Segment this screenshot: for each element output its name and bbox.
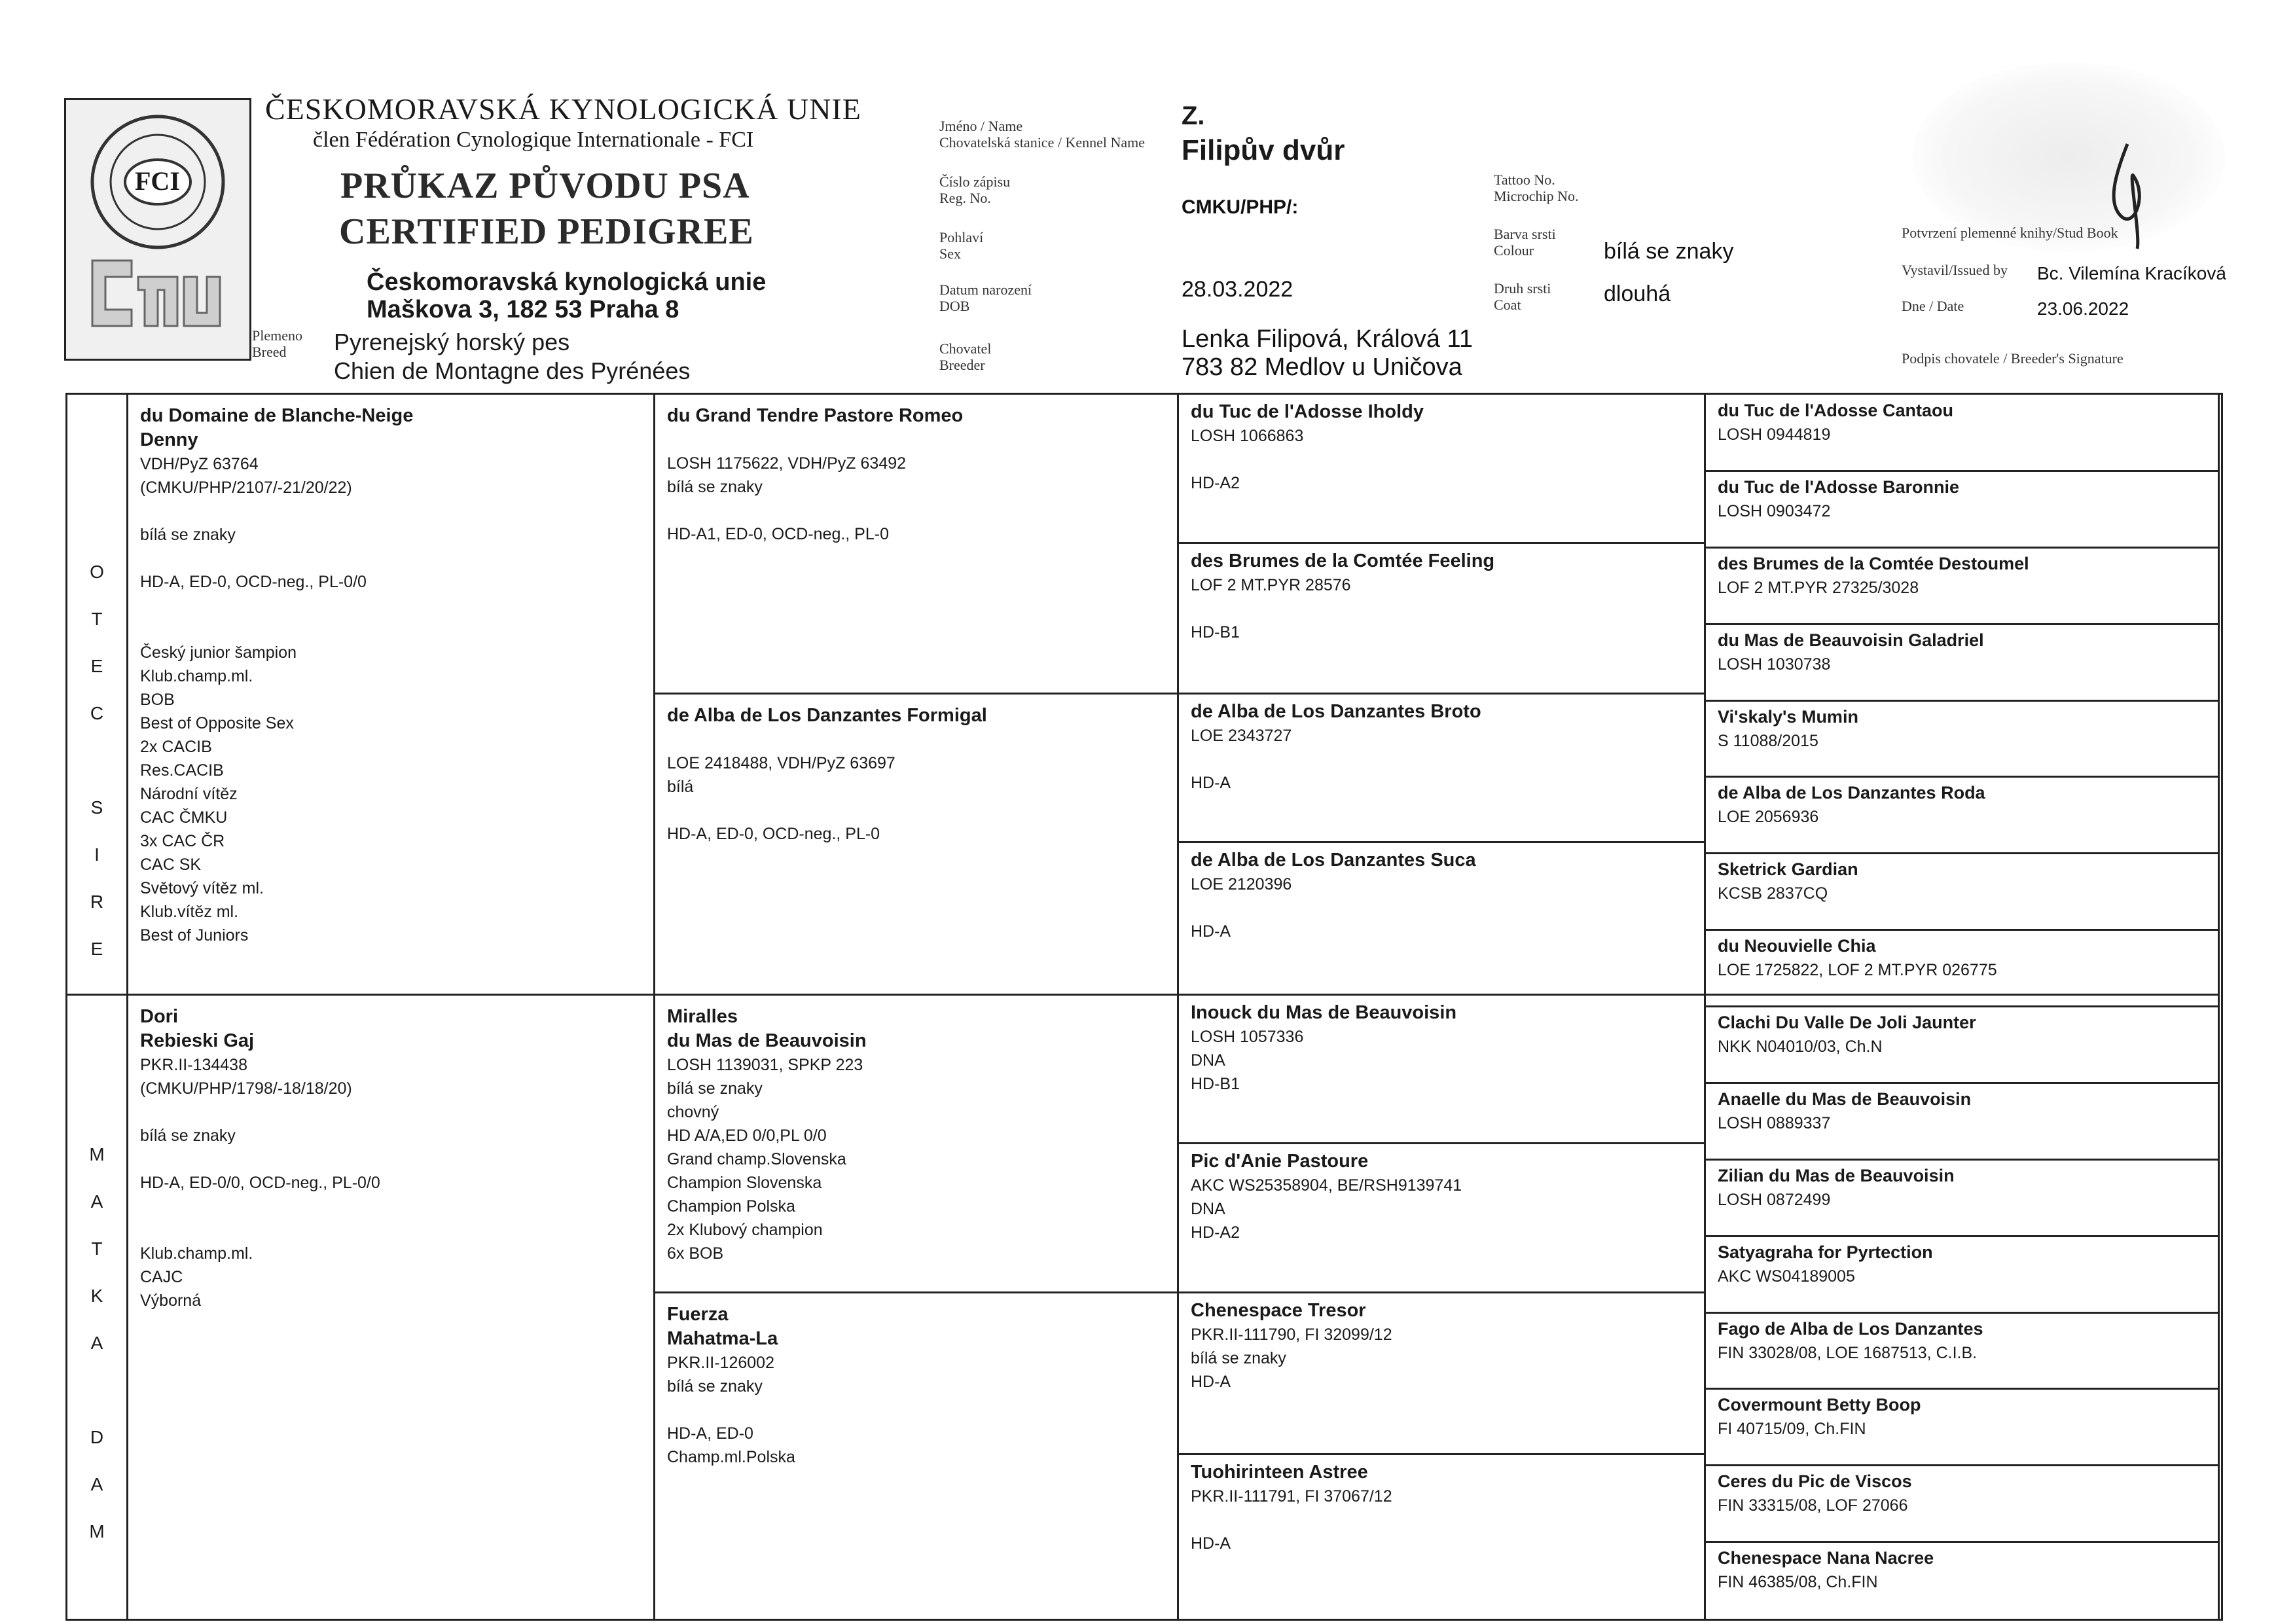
great-grandparent-cell	[1179, 1455, 1704, 1619]
grandparent-name: du Grand Tendre Pastore Romeo	[667, 405, 964, 426]
great-grandparent-cell	[1179, 544, 1704, 695]
breeder-label: Chovatel Breeder	[939, 340, 992, 373]
great-grandparent-name: de Alba de Los Danzantes Suca	[1191, 850, 1476, 871]
great-grandparent-cell	[1179, 695, 1704, 843]
ancestor-cell	[1706, 701, 2218, 778]
side-letter: A	[90, 1474, 103, 1494]
great-grandparent-detail: PKR.II-111790, FI 32099/12	[1191, 1326, 1392, 1344]
stud-book-confirm-label: Potvrzení plemenné knihy/Stud Book	[1902, 225, 2118, 241]
ancestor-reg: FIN 33315/08, LOF 27066	[1718, 1496, 1908, 1515]
sex-label: Pohlaví Sex	[939, 229, 984, 262]
dam-side-label	[77, 1131, 117, 1555]
side-letter	[77, 1367, 117, 1414]
ancestor-name: du Mas de Beauvoisin Galadriel	[1718, 630, 1984, 650]
ancestor-cell	[1706, 548, 2218, 624]
sire-detail	[140, 499, 642, 523]
great-grandparent-detail: AKC WS25358904, BE/RSH9139741	[1191, 1176, 1462, 1195]
grandparent-detail	[667, 799, 1165, 822]
sire-detail: bílá se znaky	[140, 526, 236, 544]
logo-fci-text: FCI	[135, 166, 180, 196]
sire-side-label	[77, 549, 117, 973]
sire-detail	[140, 617, 642, 641]
ancestor-reg: S 11088/2015	[1718, 732, 1818, 750]
ancestor-name: Chenespace Nana Nacree	[1718, 1548, 1934, 1568]
grandparent-detail	[667, 1398, 1165, 1422]
dam-cell	[128, 996, 653, 1617]
organization-name: ČESKOMORAVSKÁ KYNOLOGICKÁ UNIE	[265, 92, 861, 126]
grandparent-detail: HD-A, ED-0	[667, 1424, 753, 1443]
great-grandparent-cell	[1179, 395, 1704, 544]
side-letter: E	[90, 656, 103, 676]
great-grandparent-detail: LOSH 1066863	[1191, 427, 1304, 445]
ancestor-name: Clachi Du Valle De Joli Jaunter	[1718, 1013, 1976, 1032]
grandparent-detail	[667, 499, 1165, 522]
ancestor-name: du Neouvielle Chia	[1718, 936, 1876, 956]
dam-detail: CAJC	[140, 1268, 183, 1286]
sire-detail: Světový vítěz ml.	[140, 879, 264, 897]
grandparent-detail	[667, 428, 1165, 452]
great-grandparent-cell	[1179, 1144, 1704, 1293]
ancestor-name: Sketrick Gardian	[1718, 859, 1858, 879]
ancestor-cell	[1706, 854, 2218, 930]
sire-name: du Domaine de Blanche-Neige	[140, 405, 414, 426]
great-grandparent-name: des Brumes de la Comtée Feeling	[1191, 550, 1495, 571]
breed-name-fr: Chien de Montagne des Pyrénées	[334, 357, 691, 384]
great-grandparent-detail	[1191, 448, 1692, 471]
great-grandparent-detail: PKR.II-111791, FI 37067/12	[1191, 1487, 1392, 1506]
sire-detail: 3x CAC ČR	[140, 832, 225, 850]
great-grandparent-cell	[1179, 996, 1704, 1144]
issue-date: 23.06.2022	[2037, 298, 2129, 319]
ancestor-reg: LOE 1725822, LOF 2 MT.PYR 026775	[1718, 961, 1997, 979]
side-letter: E	[90, 939, 103, 959]
dam-name: Rebieski Gaj	[140, 1030, 255, 1051]
grandparent-name: Miralles	[667, 1006, 738, 1027]
sire-detail: HD-A, ED-0, OCD-neg., PL-0/0	[140, 573, 367, 591]
stud-book-stamp	[1911, 62, 2226, 252]
grandparent-detail: HD-A, ED-0, OCD-neg., PL-0	[667, 825, 880, 843]
issuer-name: Českomoravská kynologická unie	[367, 268, 767, 296]
side-letter: C	[90, 703, 104, 723]
great-grandparent-detail: DNA	[1191, 1051, 1225, 1070]
ancestor-cell	[1706, 777, 2218, 854]
ancestor-reg: LOSH 0903472	[1718, 502, 1831, 520]
great-grandparent-detail: HD-A	[1191, 1373, 1231, 1391]
fci-cmku-logo	[64, 98, 251, 361]
great-grandparent-detail: HD-B1	[1191, 623, 1240, 641]
ancestor-cell	[1706, 1389, 2218, 1466]
great-grandparent-name: de Alba de Los Danzantes Broto	[1191, 701, 1481, 722]
grandparent-detail: 2x Klubový champion	[667, 1221, 823, 1239]
sire-name: Denny	[140, 429, 198, 450]
issued-by-label: Vystavil/Issued by	[1902, 262, 2008, 278]
grandparent-cell	[655, 1293, 1177, 1619]
ancestor-name: Zilian du Mas de Beauvoisin	[1718, 1166, 1955, 1185]
side-letter: R	[90, 892, 104, 912]
grandparent-detail: HD A/A,ED 0/0,PL 0/0	[667, 1127, 827, 1145]
side-letter: K	[90, 1286, 103, 1306]
logo-graphic	[66, 100, 249, 359]
dam-detail	[140, 1147, 642, 1171]
sire-detail: Národní vítěz	[140, 785, 238, 803]
dam-detail: Klub.champ.ml.	[140, 1244, 253, 1263]
ancestor-name: Anaelle du Mas de Beauvoisin	[1718, 1089, 1972, 1109]
grandparent-detail: LOSH 1139031, SPKP 223	[667, 1056, 863, 1074]
grandparent-cell	[655, 695, 1177, 994]
sire-detail: CAC SK	[140, 856, 202, 874]
dam-detail: bílá se znaky	[140, 1127, 236, 1145]
grandparent-detail: bílá se znaky	[667, 1377, 763, 1396]
sire-detail: Best of Juniors	[140, 926, 249, 945]
dog-name: Z.	[1182, 101, 1205, 130]
reg-label: Číslo zápisu Reg. No.	[939, 173, 1011, 206]
grandparent-detail: 6x BOB	[667, 1244, 724, 1263]
great-grandparent-name: Chenespace Tresor	[1191, 1300, 1366, 1321]
great-grandparent-detail	[1191, 748, 1692, 771]
ancestor-cell	[1706, 1313, 2218, 1390]
grandparent-detail: HD-A1, ED-0, OCD-neg., PL-0	[667, 525, 889, 543]
grandparent-detail: Champion Slovenska	[667, 1174, 822, 1192]
breeder-line1: Lenka Filipová, Králová 11	[1182, 325, 1473, 353]
great-grandparent-detail: HD-A	[1191, 774, 1231, 792]
ancestor-cell	[1706, 471, 2218, 548]
great-grandparent-detail: LOSH 1057336	[1191, 1028, 1304, 1046]
ancestor-name: du Tuc de l'Adosse Cantaou	[1718, 401, 1953, 420]
grandparent-detail: bílá	[667, 778, 694, 796]
ancestor-name: du Tuc de l'Adosse Baronnie	[1718, 477, 1959, 497]
sire-detail	[140, 547, 642, 570]
great-grandparent-detail: HD-A2	[1191, 1223, 1240, 1242]
coat-label: Druh srsti Coat	[1494, 280, 1551, 313]
reg-number: CMKU/PHP/:	[1182, 196, 1299, 218]
ancestor-name: Fago de Alba de Los Danzantes	[1718, 1319, 1983, 1339]
breed-name-cz: Pyrenejský horský pes	[334, 329, 570, 355]
grandparent-detail: chovný	[667, 1103, 719, 1121]
certificate-title-cz: PRŮKAZ PŮVODU PSA	[340, 166, 750, 206]
certificate-title-en: CERTIFIED PEDIGREE	[339, 211, 754, 252]
dob-label: Datum narození DOB	[939, 281, 1032, 314]
dam-detail: (CMKU/PHP/1798/-18/18/20)	[140, 1079, 352, 1098]
grandparent-detail: LOSH 1175622, VDH/PyZ 63492	[667, 454, 907, 473]
sire-detail: CAC ČMKU	[140, 808, 228, 827]
great-grandparent-detail	[1191, 1508, 1692, 1532]
grandparent-detail: PKR.II-126002	[667, 1354, 774, 1372]
ancestor-cell	[1706, 1007, 2218, 1083]
grandparent-detail	[667, 728, 1165, 751]
dam-detail: PKR.II-134438	[140, 1056, 247, 1074]
dam-detail: HD-A, ED-0/0, OCD-neg., PL-0/0	[140, 1174, 380, 1192]
sire-detail: Klub.champ.ml.	[140, 667, 253, 685]
ancestor-cell	[1706, 1542, 2218, 1619]
great-grandparent-detail: HD-A	[1191, 922, 1231, 941]
grandparent-detail: Champion Polska	[667, 1197, 795, 1216]
side-letter	[77, 737, 117, 784]
great-grandparent-detail	[1191, 896, 1692, 920]
great-grandparent-detail: bílá se znaky	[1191, 1349, 1286, 1367]
dam-detail	[140, 1100, 642, 1124]
side-letter: T	[91, 609, 103, 629]
great-grandparent-detail: LOF 2 MT.PYR 28576	[1191, 576, 1351, 594]
side-letter: M	[89, 1144, 105, 1164]
dam-detail	[140, 1218, 642, 1242]
grandparent-detail: Champ.ml.Polska	[667, 1448, 795, 1466]
side-letter: A	[90, 1333, 103, 1353]
side-letter: A	[90, 1191, 103, 1212]
dob-value: 28.03.2022	[1182, 277, 1293, 302]
great-grandparent-detail	[1191, 597, 1692, 621]
sire-detail: BOB	[140, 691, 175, 709]
kennel-name: Filipův dvůr	[1182, 134, 1345, 166]
sire-detail: (CMKU/PHP/2107/-21/20/22)	[140, 478, 352, 497]
great-grandparent-cell	[1179, 1293, 1704, 1455]
great-grandparent-detail: HD-B1	[1191, 1075, 1240, 1093]
sire-detail	[140, 594, 642, 617]
ancestor-reg: LOSH 0889337	[1718, 1114, 1831, 1132]
date-label: Dne / Date	[1902, 298, 1964, 314]
great-grandparent-detail: LOE 2120396	[1191, 875, 1292, 893]
side-letter: M	[89, 1521, 105, 1542]
ancestor-name: Satyagraha for Pyrtection	[1718, 1242, 1933, 1262]
ancestor-reg: NKK N04010/03, Ch.N	[1718, 1038, 1883, 1056]
grandparent-name: Mahatma-La	[667, 1328, 778, 1349]
dam-name: Dori	[140, 1006, 178, 1027]
ancestor-reg: FI 40715/09, Ch.FIN	[1718, 1420, 1866, 1438]
great-grandparent-detail: LOE 2343727	[1191, 727, 1292, 745]
ancestor-cell	[1706, 1466, 2218, 1542]
issued-by-value: Bc. Vilemína Kracíková	[2037, 263, 2226, 283]
ancestor-name: Ceres du Pic de Viscos	[1718, 1471, 1912, 1491]
ancestor-cell	[1706, 624, 2218, 701]
sire-cell	[128, 395, 653, 994]
issuer-address: Maškova 3, 182 53 Praha 8	[367, 296, 679, 323]
side-letter: I	[94, 844, 99, 865]
breeder-line2: 783 82 Medlov u Uničova	[1182, 353, 1462, 381]
ancestor-reg: FIN 46385/08, Ch.FIN	[1718, 1573, 1878, 1591]
grandparent-name: de Alba de Los Danzantes Formigal	[667, 705, 987, 726]
sire-detail: VDH/PyZ 63764	[140, 455, 259, 473]
organization-membership: člen Fédération Cynologique Internationale - FCI	[313, 128, 754, 152]
sire-detail: 2x CACIB	[140, 738, 212, 756]
side-letter: D	[90, 1427, 104, 1447]
grandparent-detail: LOE 2418488, VDH/PyZ 63697	[667, 754, 895, 772]
ancestor-name: de Alba de Los Danzantes Roda	[1718, 783, 1985, 803]
sire-detail: Best of Opposite Sex	[140, 714, 294, 732]
pedigree-table	[65, 393, 2223, 1621]
ancestor-reg: LOSH 1030738	[1718, 655, 1831, 674]
colour-value: bílá se znaky	[1604, 239, 1734, 264]
sire-detail: Klub.vítěz ml.	[140, 903, 239, 921]
ancestor-cell	[1706, 395, 2218, 471]
name-label: Jméno / Name Chovatelská stanice / Kennel Name	[939, 118, 1146, 151]
sire-detail: Český junior šampion	[140, 643, 297, 662]
grandparent-detail: Grand champ.Slovenska	[667, 1150, 846, 1168]
ancestor-name: Vi'skaly's Mumin	[1718, 707, 1858, 727]
side-letter: O	[90, 562, 104, 582]
ancestor-cell	[1706, 1236, 2218, 1313]
colour-label: Barva srsti Colour	[1494, 226, 1556, 259]
ancestor-reg: LOSH 0872499	[1718, 1191, 1831, 1209]
ancestor-cell	[1706, 1160, 2218, 1236]
ancestor-name: Covermount Betty Boop	[1718, 1395, 1921, 1415]
ancestor-reg: LOF 2 MT.PYR 27325/3028	[1718, 579, 1919, 597]
ancestor-reg: KCSB 2837CQ	[1718, 884, 1828, 903]
great-grandparent-name: Tuohirinteen Astree	[1191, 1462, 1368, 1483]
coat-value: dlouhá	[1604, 281, 1671, 306]
breed-label: Plemeno Breed	[252, 327, 302, 360]
ancestor-reg: FIN 33028/08, LOE 1687513, C.I.B.	[1718, 1344, 1978, 1362]
ancestor-cell	[1706, 1083, 2218, 1160]
grandparent-cell	[655, 395, 1177, 693]
great-grandparent-name: du Tuc de l'Adosse Iholdy	[1191, 401, 1424, 422]
great-grandparent-name: Pic d'Anie Pastoure	[1191, 1151, 1369, 1172]
ancestor-cell	[1706, 930, 2218, 1007]
great-grandparent-cell	[1179, 843, 1704, 996]
ancestor-name: des Brumes de la Comtée Destoumel	[1718, 554, 2029, 573]
great-grandparent-detail: DNA	[1191, 1200, 1225, 1218]
ancestor-reg: AKC WS04189005	[1718, 1267, 1855, 1286]
great-grandparent-detail: HD-A2	[1191, 474, 1240, 492]
grandparent-detail: bílá se znaky	[667, 1079, 763, 1098]
grandparent-name: du Mas de Beauvoisin	[667, 1030, 867, 1051]
dam-detail: Výborná	[140, 1291, 202, 1310]
ancestor-reg: LOE 2056936	[1718, 808, 1819, 826]
sire-detail: Res.CACIB	[140, 761, 224, 780]
tattoo-label: Tattoo No. Microchip No.	[1494, 171, 1579, 204]
side-letter: S	[90, 797, 103, 818]
grandparent-cell	[655, 996, 1177, 1291]
breeder-signature-label: Podpis chovatele / Breeder's Signature	[1902, 350, 2123, 367]
grandparent-name: Fuerza	[667, 1304, 729, 1325]
ancestor-reg: LOSH 0944819	[1718, 425, 1831, 444]
dam-detail	[140, 1195, 642, 1218]
great-grandparent-detail: HD-A	[1191, 1534, 1231, 1553]
side-letter: T	[91, 1238, 103, 1259]
great-grandparent-name: Inouck du Mas de Beauvoisin	[1191, 1002, 1457, 1023]
grandparent-detail: bílá se znaky	[667, 478, 763, 496]
